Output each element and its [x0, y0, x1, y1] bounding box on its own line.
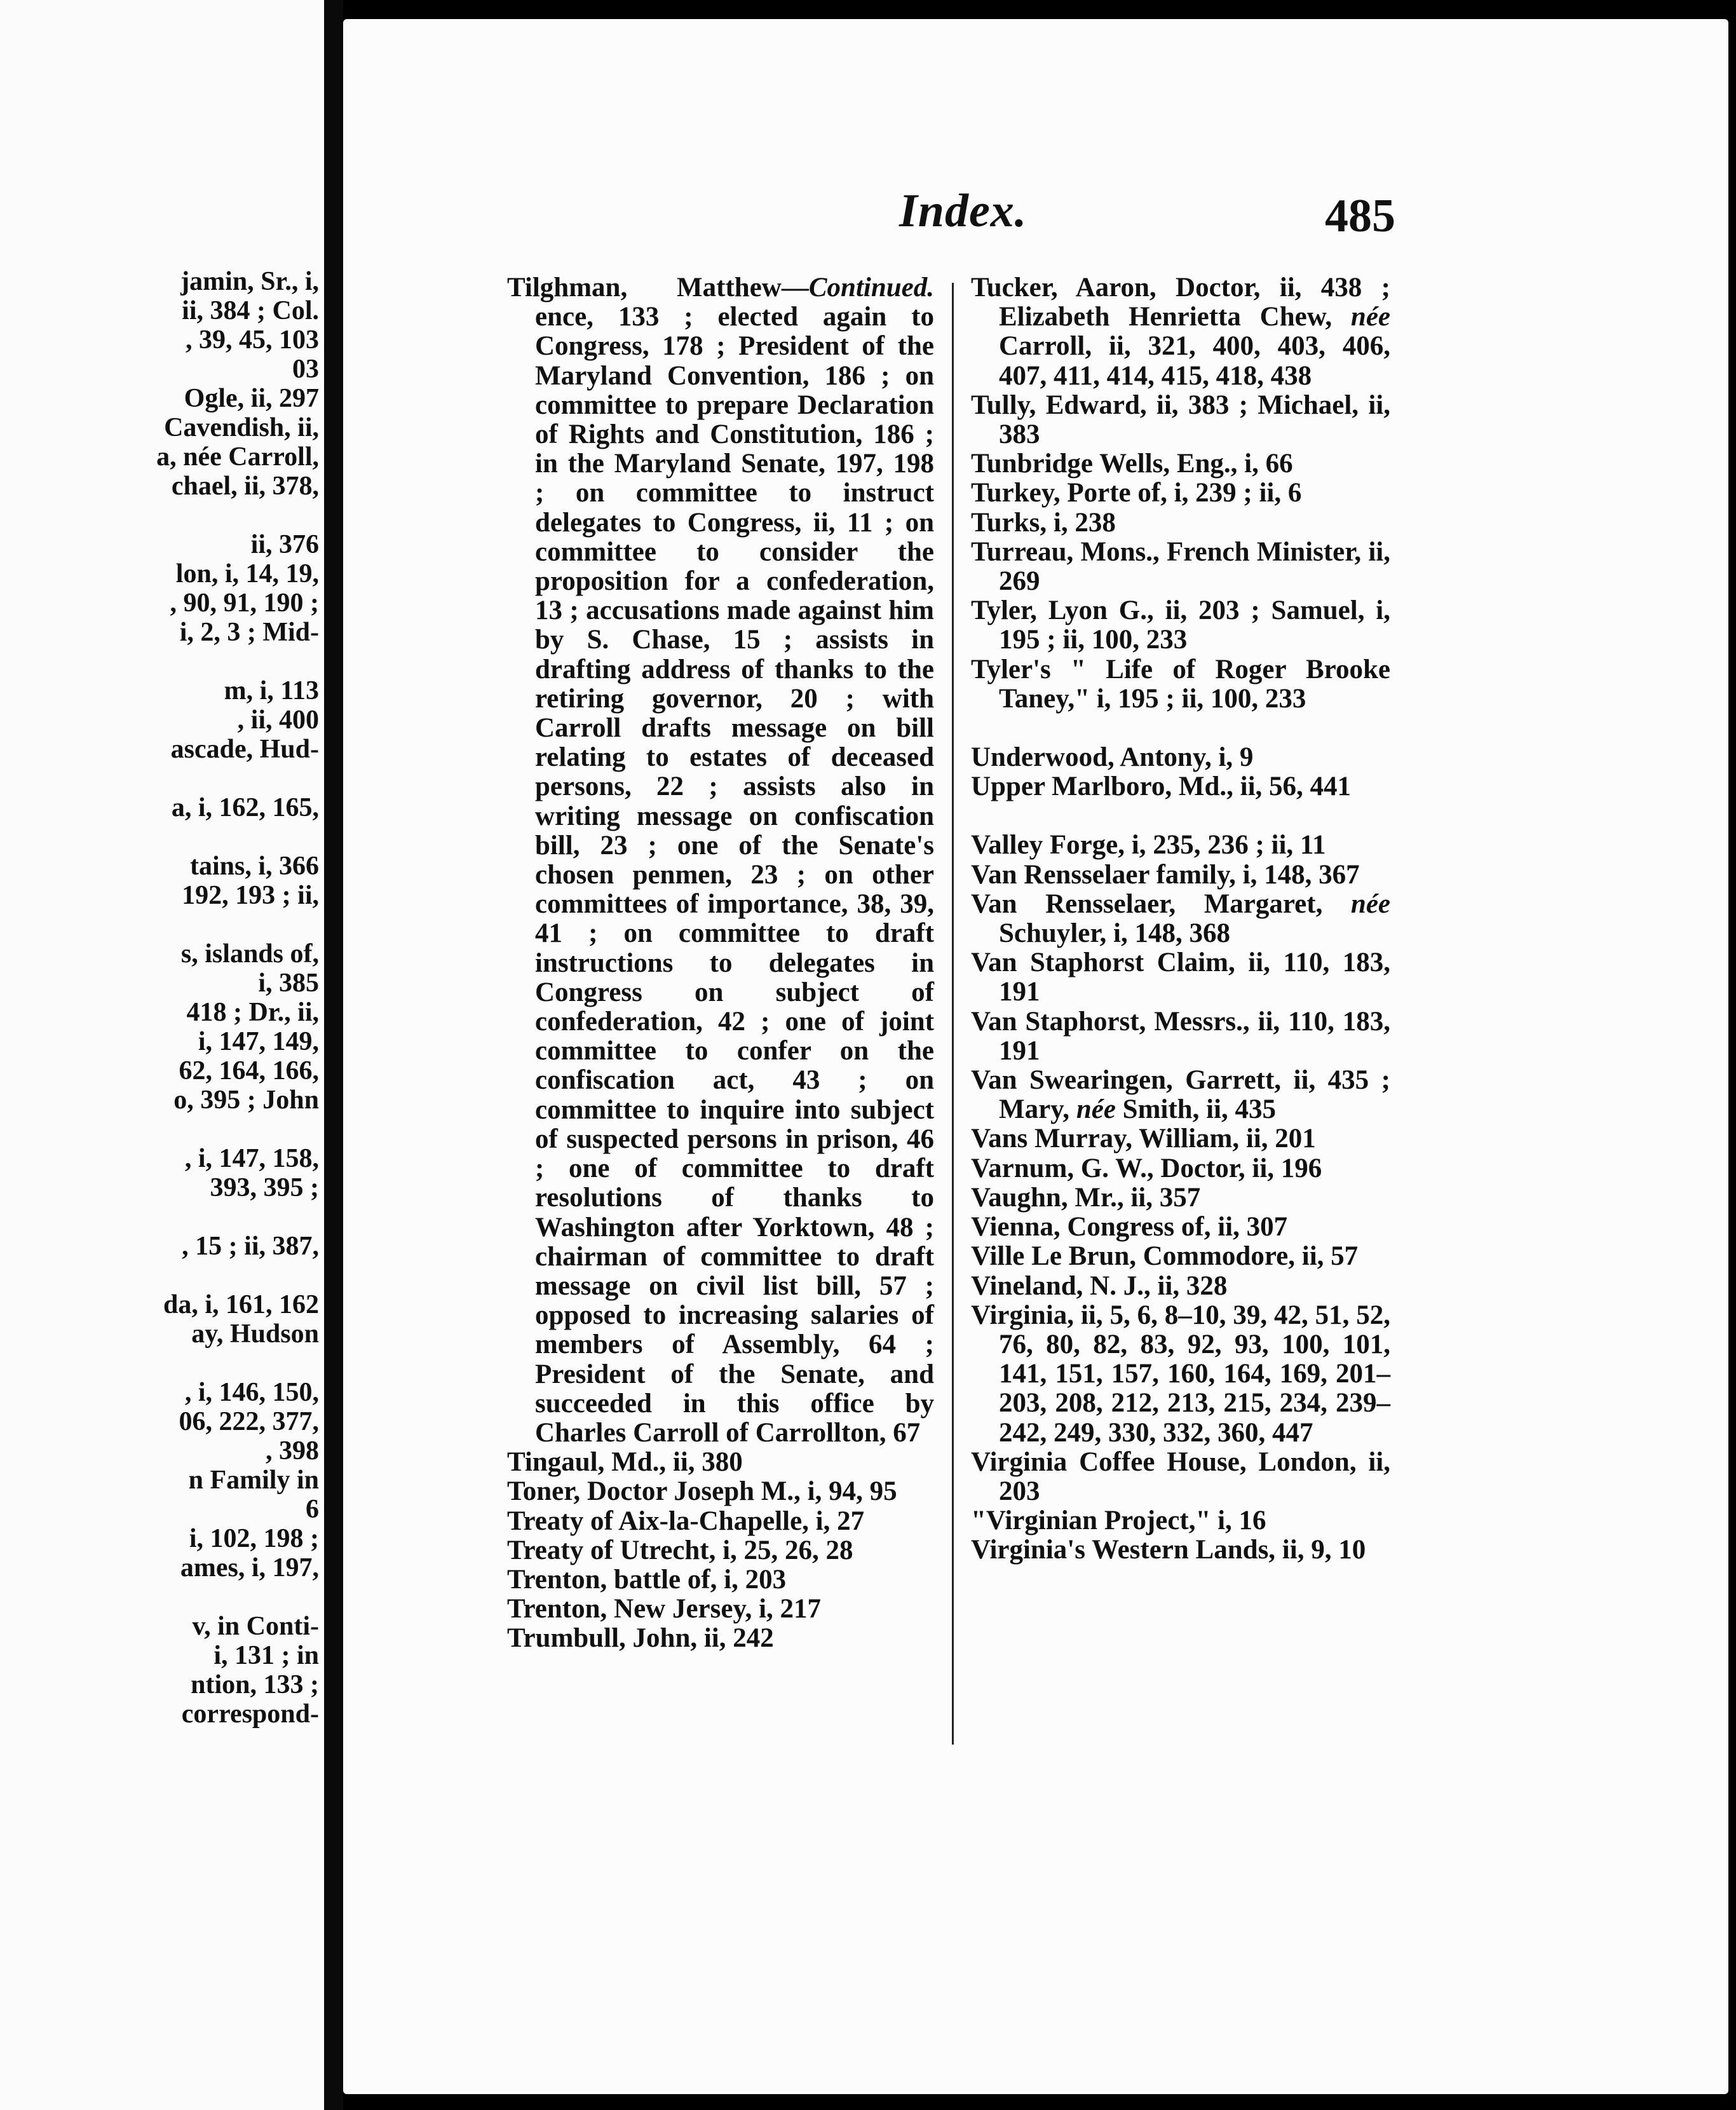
entry-text: Van Swearingen, Garrett, ii, 435 ; Mary,: [971, 1065, 1390, 1125]
index-entry: Tyler, Lyon G., ii, 203 ; Samuel, i, 195 ; ii, 100, 233: [971, 596, 1390, 655]
running-head: Index.: [899, 185, 1027, 237]
facing-page-text: [0, 267, 319, 1729]
facing-page-line: 393, 395 ;: [210, 1173, 319, 1202]
facing-page-line: lon, i, 14, 19,: [175, 559, 319, 589]
facing-page-line: a, i, 162, 165,: [171, 793, 319, 822]
facing-page-line: i, 131 ; in: [214, 1641, 319, 1670]
index-entry: Vineland, N. J., ii, 328: [971, 1270, 1228, 1301]
entry-text: Carroll, ii, 321, 400, 403, 406, 407, 411, 414, 415, 418, 438: [999, 331, 1390, 391]
index-entry: Valley Forge, i, 235, 236 ; ii, 11: [971, 830, 1326, 861]
facing-page-line: ii, 376: [250, 530, 319, 559]
facing-page-line: s, islands of,: [180, 939, 319, 969]
facing-page-line: [0, 501, 319, 530]
facing-page-line: [0, 822, 319, 852]
facing-page-line: , ii, 400: [237, 705, 319, 735]
index-entry: Van Staphorst Claim, ii, 110, 183, 191: [971, 948, 1390, 1007]
facing-page-line: o, 395 ; John: [173, 1086, 319, 1115]
entry-body: ence, 133 ; elected again to Congress, 178 ; President of the Maryland Convention, 186 ; on committee to prepare Declaration of Rights and Constitution, 186 ; in the Maryland Senate, 197, 198 ; on committee to instruct delegates to Congress, ii, 11 ; on committee to consider the proposition for a confederation, 13 ; accusations made against him by S. Chase, 15 ; assists in drafting address of thanks to the retiring governor, 20 ; with Carroll drafts message on bill relating to estates of deceased persons, 22 ; assists also in writing message on confiscation bill, 23 ; one of the Senate's chosen penmen, 23 ; on other committees of importance, 38, 39, 41 ; on committee to draft instructions to delegates in Congress on subject of confederation, 42 ; one of joint committee to confer on the confiscation act, 43 ; on committee to inquire into subject of suspected persons in prison, 46 ; one of committee to draft resolutions of thanks to Washington after Yorktown, 48 ; chairman of committee to draft message on civil list bill, 57 ; opposed to increasing salaries of members of Assembly, 64 ; President of the Senate, and succeeded in this office by Charles Carroll of Carrollton, 67: [535, 302, 934, 1448]
index-entry: Vienna, Congress of, ii, 307: [971, 1212, 1288, 1242]
index-entry: "Virginian Project," i, 16: [971, 1506, 1266, 1536]
page-number: 485: [1325, 190, 1395, 242]
facing-page-line: , i, 146, 150,: [184, 1378, 319, 1407]
facing-page-line: n Family in: [188, 1466, 319, 1495]
index-entry: Turreau, Mons., French Minister, ii, 269: [971, 536, 1390, 597]
index-entry: Tunbridge Wells, Eng., i, 66: [971, 449, 1293, 479]
index-entry: Vans Murray, William, ii, 201: [971, 1124, 1316, 1154]
facing-page-line: ntion, 133 ;: [191, 1670, 319, 1699]
index-entry: Treaty of Utrecht, i, 25, 26, 28: [507, 1535, 853, 1565]
entry-text: Tucker, Aaron, Doctor, ii, 438 ; Elizabeth Henrietta Chew,: [971, 273, 1390, 332]
nee-label: née: [1350, 302, 1390, 332]
index-entry: Virginia's Western Lands, ii, 9, 10: [971, 1535, 1366, 1565]
index-entry: Trenton, battle of, i, 203: [507, 1564, 787, 1595]
facing-page-line: i, 385: [258, 969, 319, 998]
facing-page-line: ay, Hudson: [191, 1319, 319, 1349]
facing-page-line: , 15 ; ii, 387,: [182, 1232, 319, 1261]
facing-page-line: v, in Conti-: [192, 1612, 319, 1641]
entry-text: Smith, ii, 435: [1122, 1094, 1276, 1125]
facing-page-line: 62, 164, 166,: [179, 1056, 319, 1086]
index-entry: Virginia, ii, 5, 6, 8–10, 39, 42, 51, 52, 76, 80, 82, 83, 92, 93, 100, 101, 141, 151, 157, 160, 164, 169, 201–203, 208, 212, 213, 215, 234, 239–242, 249, 330, 332, 360, 447: [971, 1300, 1390, 1448]
index-entry: Tully, Edward, ii, 383 ; Michael, ii, 383: [971, 390, 1390, 450]
facing-page-line: [0, 1582, 319, 1612]
facing-page-line: 418 ; Dr., ii,: [186, 998, 319, 1027]
facing-page-line: ames, i, 197,: [180, 1553, 319, 1582]
facing-page-line: 192, 193 ; ii,: [182, 881, 319, 910]
facing-page-line: 03: [292, 355, 319, 384]
index-entry-tilghman: [507, 273, 934, 1448]
index-entry: Toner, Doctor Joseph M., i, 94, 95: [507, 1476, 897, 1507]
book-gutter: [324, 0, 343, 2110]
nee-label: née: [1076, 1094, 1116, 1125]
index-entry-van-swearingen: [971, 1066, 1390, 1124]
facing-page-line: , 39, 45, 103: [186, 325, 319, 355]
index-entry: Van Staphorst, Messrs., ii, 110, 183, 191: [971, 1006, 1390, 1066]
facing-page-line: [0, 910, 319, 939]
facing-page-line: a, née Carroll,: [156, 442, 319, 472]
facing-page-line: m, i, 113: [224, 676, 319, 705]
continued-label: Continued.: [808, 273, 934, 303]
index-entry: Vaughn, Mr., ii, 357: [971, 1182, 1201, 1213]
index-entry: Trenton, New Jersey, i, 217: [507, 1594, 822, 1624]
entry-text: Van Rensselaer, Margaret,: [971, 888, 1323, 919]
facing-page-line: chael, ii, 378,: [171, 472, 319, 501]
nee-label: née: [1350, 888, 1390, 919]
index-entry: Turks, i, 238: [971, 507, 1116, 538]
facing-page-line: 6: [306, 1495, 319, 1524]
facing-page-line: [0, 1261, 319, 1290]
facing-page-line: ascade, Hud-: [170, 735, 319, 764]
index-entry: Ville Le Brun, Commodore, ii, 57: [971, 1241, 1359, 1272]
facing-page-line: tains, i, 366: [189, 852, 319, 881]
facing-page-line: [0, 647, 319, 676]
facing-page-line: 06, 222, 377,: [179, 1407, 319, 1436]
facing-page-line: , i, 147, 158,: [184, 1144, 319, 1173]
index-entry: Varnum, G. W., Doctor, ii, 196: [971, 1153, 1322, 1183]
facing-page-line: da, i, 161, 162: [163, 1290, 319, 1319]
facing-page-line: jamin, Sr., i,: [180, 267, 319, 296]
index-entry: Underwood, Antony, i, 9: [971, 742, 1254, 773]
facing-page-line: [0, 1115, 319, 1144]
entry-name: Tilghman, Matthew—: [507, 273, 809, 303]
facing-page-line: [0, 1349, 319, 1378]
facing-page-line: i, 147, 149,: [198, 1027, 319, 1056]
facing-page-left: [0, 0, 324, 2110]
facing-page-line: i, 2, 3 ; Mid-: [179, 618, 319, 647]
facing-page-line: Ogle, ii, 297: [184, 384, 319, 413]
index-entry-van-rensselaer-margaret: [971, 890, 1390, 948]
facing-page-line: Cavendish, ii,: [164, 413, 319, 442]
facing-page-line: ii, 384 ; Col.: [182, 296, 319, 325]
facing-page-line: i, 102, 198 ;: [189, 1524, 319, 1553]
index-entry: Trumbull, John, ii, 242: [507, 1623, 774, 1654]
letter-gap: [971, 714, 1390, 743]
letter-gap: [971, 801, 1390, 831]
index-entry: Upper Marlboro, Md., ii, 56, 441: [971, 772, 1352, 802]
index-column-left: [507, 273, 934, 1654]
facing-page-line: , 90, 91, 190 ;: [170, 589, 319, 618]
index-entry-tucker: [971, 273, 1390, 391]
entry-text: Schuyler, i, 148, 368: [999, 918, 1230, 949]
index-entry: Treaty of Aix-la-Chapelle, i, 27: [507, 1506, 865, 1536]
index-entry: Virginia Coffee House, London, ii, 203: [971, 1446, 1390, 1506]
facing-page-line: [0, 764, 319, 793]
facing-page-line: , 398: [266, 1436, 319, 1466]
index-entry: Van Rensselaer family, i, 148, 367: [971, 859, 1360, 890]
index-entry: Tyler's " Life of Roger Brooke Taney," i, 195 ; ii, 100, 233: [971, 654, 1390, 714]
facing-page-line: correspond-: [181, 1699, 319, 1729]
index-column-right: [971, 273, 1390, 1565]
index-entry: Tingaul, Md., ii, 380: [507, 1447, 743, 1478]
facing-page-line: [0, 1202, 319, 1232]
index-entry: Turkey, Porte of, i, 239 ; ii, 6: [971, 478, 1302, 508]
column-rule: [952, 283, 954, 1745]
